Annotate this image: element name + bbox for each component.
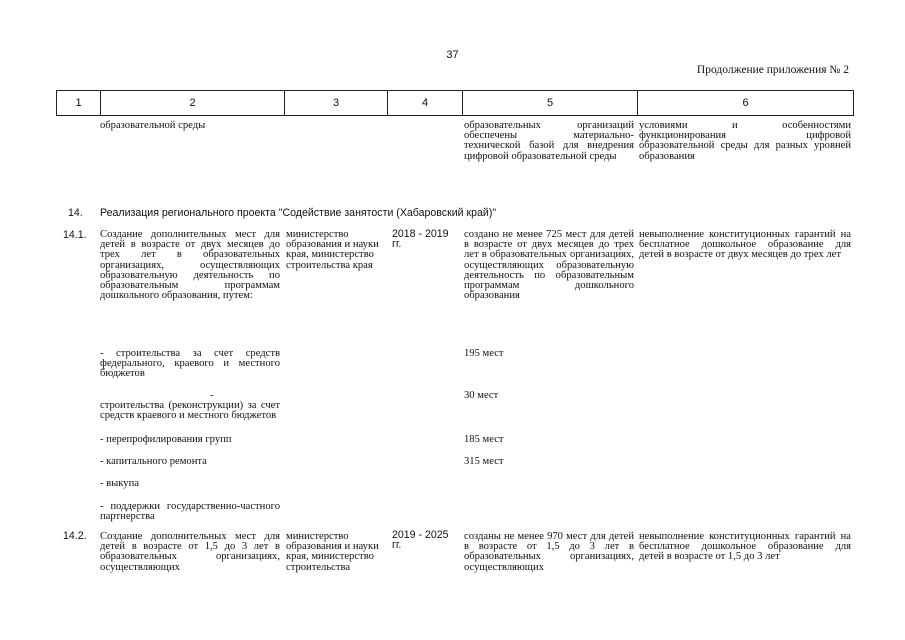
sub-item-value: 195 мест (464, 348, 504, 359)
column-number-header (56, 90, 854, 116)
row-number: 14.1. (63, 229, 87, 241)
row-result: созданы не менее 970 мест для детей в возрасте от 1,5 до 3 лет в образовательных организациях, осуществляющих (464, 531, 634, 573)
row-activity: Создание дополнительных мест для детей в возрасте от 1,5 до 3 лет в образовательных организациях, осуществляющих (100, 531, 280, 573)
sub-item-text: - строительства за счет средств федерального, краевого и местного бюджетов (100, 348, 280, 380)
row-risk: невыполнение конституционных гарантий на бесплатное дошкольное образование для детей в возрасте от 1,5 до 3 лет (639, 531, 851, 563)
prev-row-activity: образовательной среды (100, 120, 206, 131)
col-header-4: 4 (388, 91, 463, 116)
continuation-label: Продолжение приложения № 2 (696, 64, 849, 76)
col-header-2: 2 (101, 91, 285, 116)
sub-item-text: - перепрофилирования групп (100, 434, 232, 445)
row-activity: Создание дополнительных мест для детей в возрасте от двух месяцев до трех лет в образовательных организациях, осуществляющих образовательную деятельность по образовательным программам дошкольного образования, путем: (100, 229, 280, 302)
sub-item-value: 315 мест (464, 456, 504, 467)
prev-row-result: образовательных организаций обеспечены материально-технической базой для внедрения цифровой образовательной среды (464, 120, 634, 162)
sub-item-text: - выкупа (100, 478, 139, 489)
row-responsible: министерство образования и науки края, министерство строительства (286, 531, 379, 573)
row-number: 14.2. (63, 530, 87, 542)
prev-row-risk: условиями и особенностями функционирования цифровой образовательной среды для разных уровней образования (639, 120, 851, 162)
row-risk: невыполнение конституционных гарантий на бесплатное дошкольное образование для детей в возрасте от двух месяцев до трех лет (639, 229, 851, 261)
col-header-5: 5 (463, 91, 638, 116)
sub-item-value: 30 мест (464, 390, 499, 401)
sub-item-value: 185 мест (464, 434, 504, 445)
section-number: 14. (68, 207, 83, 219)
row-period: 2019 - 2025 гг. (392, 529, 449, 552)
sub-item-text: - поддержки государственно-частного партнерства (100, 501, 280, 523)
section-title: Реализация регионального проекта "Содействие занятости (Хабаровский край)" (100, 207, 497, 219)
col-header-6: 6 (638, 91, 854, 116)
col-header-1: 1 (57, 91, 101, 116)
sub-item-text: - строительства (реконструкции) за счет средств краевого и местного бюджетов (100, 390, 280, 422)
page-number: 37 (446, 49, 459, 61)
sub-item-text: - капитального ремонта (100, 456, 207, 467)
row-result: создано не менее 725 мест для детей в возрасте от двух месяцев до трех лет в образовательных организациях, осуществляющих образовательную деятельность по образовательным программам дошкольного образования (464, 229, 634, 302)
col-header-3: 3 (285, 91, 388, 116)
row-period: 2018 - 2019 гг. (392, 228, 449, 251)
row-responsible: министерство образования и науки края, министерство строительства края (286, 229, 379, 271)
